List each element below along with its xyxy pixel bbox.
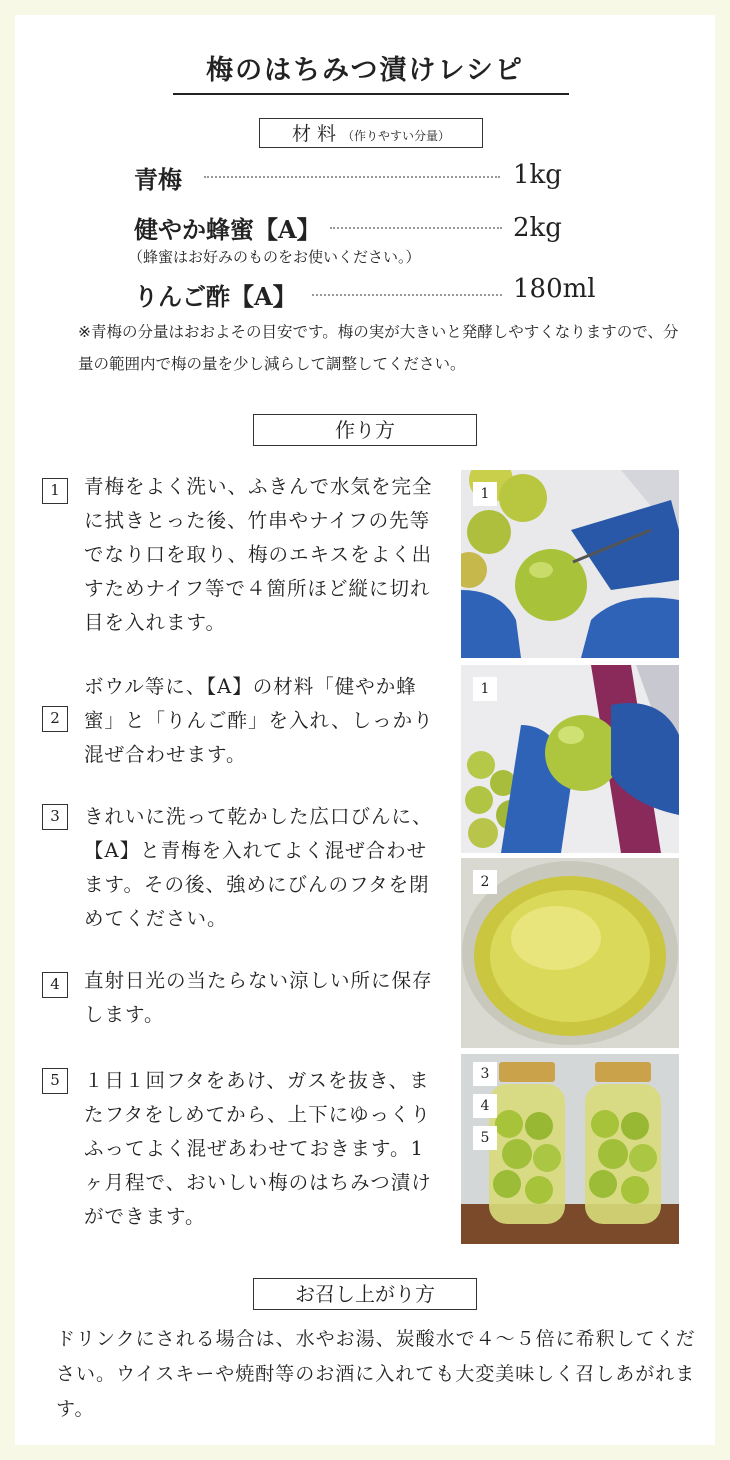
title-underline bbox=[173, 93, 569, 95]
ingredient-name: 青梅 bbox=[134, 165, 182, 194]
materials-label: 材 料 bbox=[291, 123, 337, 145]
method-heading: 作り方 bbox=[253, 414, 477, 446]
step-text: ボウル等に、【A】の材料「健やか蜂蜜」と「りんご酢」を入れ、しっかり混ぜ合わせます。 bbox=[84, 675, 434, 766]
materials-heading bbox=[259, 118, 483, 148]
materials-footnote: ※青梅の分量はおおよその目安です。梅の実が大きいと発酵しやすくなりますので、分量の範囲内で梅の量を少し減らして調整してください。 bbox=[78, 323, 679, 373]
serving-text: ドリンクにされる場合は、水やお湯、炭酸水で４〜５倍に希釈してください。ウイスキーや焼酎等のお酒に入れても大変美味しく召しあがれます。 bbox=[56, 1328, 696, 1420]
step-text: きれいに洗って乾かした広口びんに、【A】と青梅を入れてよく混ぜ合わせます。その後、強めにびんのフタを閉めてください。 bbox=[84, 805, 433, 930]
step-text: 青梅をよく洗い、ふきんで水気を完全に拭きとった後、竹串やナイフの先等でなり口を取り、梅のエキスをよく出すためナイフ等で４箇所ほど縦に切れ目を入れます。 bbox=[84, 475, 433, 634]
serving-heading: お召し上がり方 bbox=[253, 1278, 477, 1310]
leader-dots bbox=[330, 227, 502, 229]
photo-step-tag: 4 bbox=[473, 1094, 497, 1118]
photo-cutting-plum bbox=[461, 470, 679, 658]
photo-step-tag: 2 bbox=[473, 870, 497, 894]
step-number: 3 bbox=[42, 804, 68, 830]
photo-step-tag: 1 bbox=[473, 482, 497, 506]
page-title: 梅のはちみつ漬けレシピ bbox=[206, 55, 524, 86]
ingredient-name: りんご酢【A】 bbox=[134, 282, 297, 311]
leader-dots bbox=[204, 176, 500, 178]
ingredient-amount: 180ml bbox=[513, 274, 596, 304]
step-number: 5 bbox=[42, 1068, 68, 1094]
materials-sub: （作りやすい分量） bbox=[342, 129, 451, 143]
photo-step-tag: 1 bbox=[473, 677, 497, 701]
ingredient-name: 健やか蜂蜜【A】 bbox=[134, 215, 321, 244]
step-text: １日１回フタをあけ、ガスを抜き、またフタをしめてから、上下にゆっくりふってよく混ぜあわせておきます。1ヶ月程で、おいしい梅のはちみつ漬けができます。 bbox=[84, 1069, 432, 1228]
photo-step-tag: 3 bbox=[473, 1062, 497, 1086]
step-number: 2 bbox=[42, 706, 68, 732]
ingredient-note: （蜂蜜はお好みのものをお使いください。） bbox=[128, 248, 421, 266]
step-number: 1 bbox=[42, 478, 68, 504]
photo-syrup-bowl bbox=[461, 858, 679, 1048]
photo-step-tag: 5 bbox=[473, 1126, 497, 1150]
step-text: 直射日光の当たらない涼しい所に保存します。 bbox=[84, 969, 433, 1026]
photo-jars bbox=[461, 1054, 679, 1244]
ingredient-amount: 2kg bbox=[513, 213, 562, 243]
ingredient-amount: 1kg bbox=[513, 160, 562, 190]
photo-holding-plum bbox=[461, 665, 679, 853]
step-number: 4 bbox=[42, 972, 68, 998]
leader-dots bbox=[312, 294, 502, 296]
